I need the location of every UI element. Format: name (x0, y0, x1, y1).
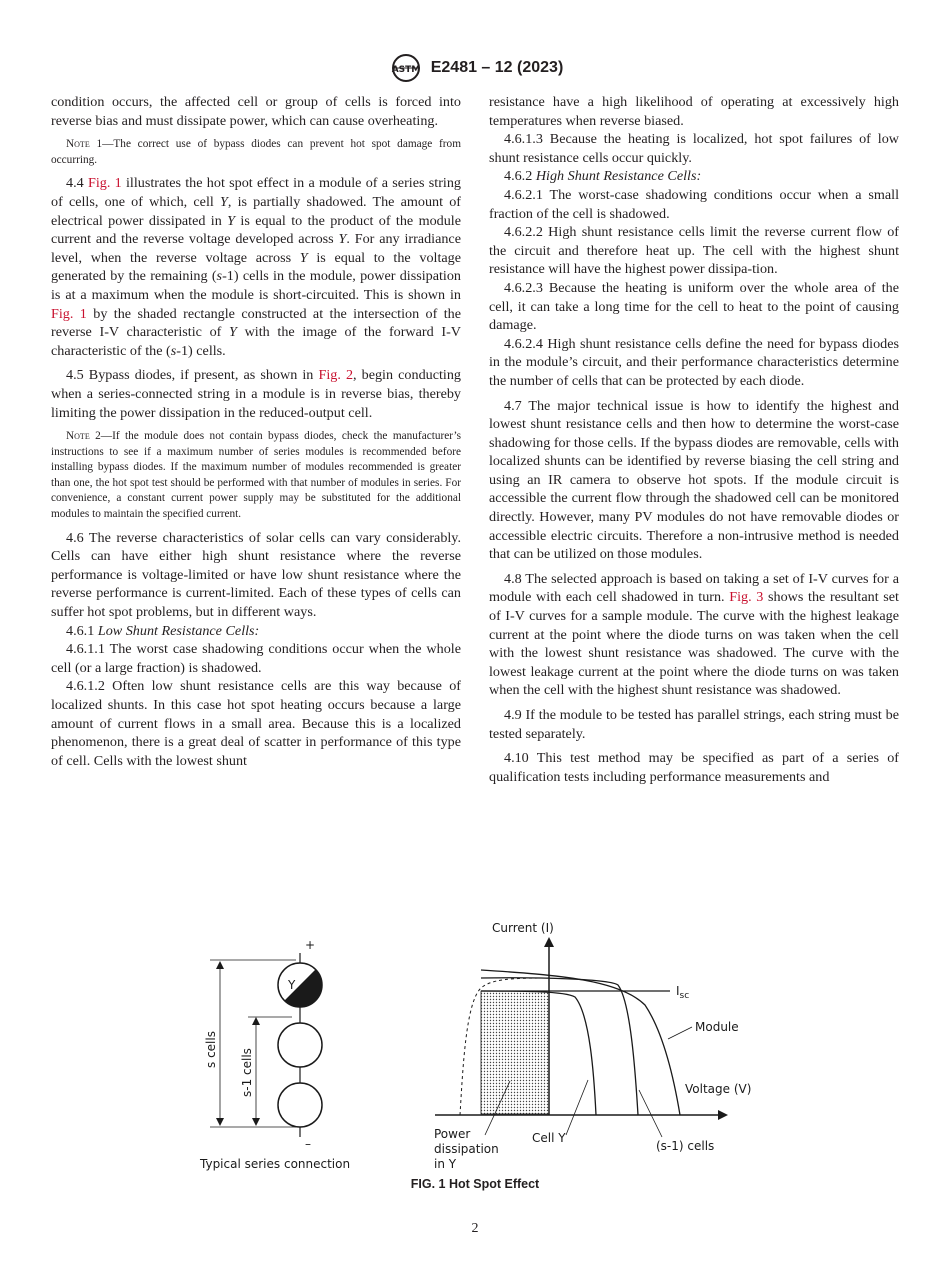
isc-label: $I_{sc}$ (676, 984, 690, 1001)
section-4-6-1-2: 4.6.1.2 Often low shunt resistance cells are this way because of localized shunts. In this case hot spot heating occurs because a large amount of current flows in a small area. Because this is a localized phenomenon, there is a great deal of scatter in performance of this type of cell. Cells with the lowest shunt (51, 678, 461, 769)
section-4-6-2-4: 4.6.2.4 High shunt resistance cells define the need for bypass diodes in the module’s circuit, and their performance characteristics determine the number of cells that can be protected by each diode. (489, 335, 899, 389)
fig-2-link[interactable]: Fig. 2 (318, 367, 354, 384)
section-4-6-1-1: 4.6.1.1 The worst case shadowing conditions occur when the whole cell (or a large fraction) is shadowed. (51, 641, 461, 676)
cell-3 (278, 1083, 322, 1127)
power-dissipation-area (481, 991, 549, 1114)
standard-code: E2481 – 12 (2023) (430, 59, 564, 76)
section-4-6-1 (51, 622, 461, 641)
power-label-2: dissipation (434, 1142, 499, 1156)
note-1-label: Note 1 (66, 138, 103, 151)
fig-3-link[interactable]: Fig. 3 (729, 589, 764, 606)
section-4-9: 4.9 If the module to be tested has parallel strings, each string must be tested separately. (489, 707, 899, 742)
section-4-6-2 (489, 167, 899, 186)
section-4-7: 4.7 The major technical issue is how to identify the highest and lowest shunt resistance cells and then how to determine the worst-case shadowing for those cells. If the bypass diodes are removable, cells with localized shunts can be identified by reverse biasing the cell string and using an IR camera to observe hot spots. If the module circuit is accessible the current flow through the shadowed cell can be monitored directly. However, many PV modules do not have removable diodes or accessible electric circuits. Therefore a non-intrusive method is needed that can be utilized on those modules. (489, 397, 899, 563)
module-label: Module (695, 1020, 739, 1034)
fig-1-link[interactable]: Fig. 1 (87, 175, 122, 192)
hot-spot-diagram (180, 905, 752, 1180)
right-column (489, 93, 899, 786)
figure-caption: FIG. 1 Hot Spot Effect (410, 1177, 540, 1191)
plus-terminal: + (305, 938, 316, 952)
section-title: Low Shunt Resistance Cells: (97, 622, 260, 639)
section-4-10: 4.10 This test method may be specified as part of a series of qualification tests including performance measurements and (489, 750, 899, 785)
paragraph-continuation: resistance have a high likelihood of operating at excessively high temperatures when reverse biased. (489, 94, 899, 129)
astm-logo-text: ASTM (391, 65, 420, 75)
section-number: 4.5 (66, 367, 84, 384)
section-4-4: 4.4 Fig. 1 illustrates the hot spot effect in a module of a series string of cells, one of which, cell Y, is partially shadowed. The amount of electrical power dissipated in Y is equal to the product of the module current and the reverse voltage developed across Y. For any irradiance level, when the reverse voltage across Y is equal to the voltage generated by the remaining (s-1) cells in the module, power dissipation is at a maximum when the module is short-circuited. This is shown in Fig. 1 by the shaded rectangle constructed at the intersection of the reverse I-V characteristic of Y with the image of the forward I-V characteristic of the (s-1) cells. (51, 175, 462, 359)
cell-2 (278, 1023, 322, 1067)
iv-graph (434, 921, 751, 1171)
section-number: 4.6.2 (504, 168, 533, 185)
cell-y-axis-label: Cell Y (532, 1131, 566, 1145)
section-4-6-2-1: 4.6.2.1 The worst-case shadowing conditions occur when a small fraction of the cell is shadowed. (489, 186, 899, 222)
power-label-3: in Y (434, 1157, 457, 1171)
leader-line (566, 1080, 588, 1135)
fig-1-link[interactable]: Fig. 1 (51, 305, 87, 322)
page-number: 2 (471, 1221, 479, 1236)
s1-cells-graph-label: (s-1) cells (656, 1139, 715, 1153)
arrow (544, 937, 554, 947)
left-column (51, 93, 461, 770)
section-4-8: 4.8 The selected approach is based on taking a set of I-V curves for a module with each cell shadowed in turn. Fig. 3 shows the resultant set of I-V curves for a sample module. The curve with the highest leakage current at the point where the diode turns on was taken when the cell with the lowest shunt resistance was shadowed. The curve with the lowest leakage current at the point where the diode turns on was taken when the cell with the highest shunt resistance was shadowed. (489, 570, 899, 699)
circuit-caption: Typical series connection (200, 1157, 351, 1171)
section-number: 4.6.1 (66, 622, 95, 639)
current-axis-label: Current (I) (492, 921, 554, 935)
arrow (718, 1110, 728, 1120)
note-1 (51, 137, 461, 168)
series-circuit (199, 938, 350, 1171)
note-1-text: —The correct use of bypass diodes can prevent hot spot damage from occurring. (51, 138, 461, 166)
minus-terminal: – (305, 1137, 311, 1151)
section-4-6: 4.6 The reverse characteristics of solar cells can vary considerably. Cells can have either high shunt resistance where the reverse performance is voltage-limited or have low shunt resistance where the reverse performance is current-limited. Each of these types of cells can suffer hot spot problems, but in different ways. (51, 529, 461, 621)
note-2-label: Note 2 (66, 430, 101, 443)
section-title: High Shunt Resistance Cells: (535, 168, 702, 185)
section-number: 4.4 (66, 175, 84, 192)
note-2 (51, 429, 461, 523)
astm-logo-icon (387, 53, 425, 83)
section-4-6-2-3: 4.6.2.3 Because the heating is uniform over the whole area of the cell, it can take a long time for the cell to heat to the point of causing damage. (489, 279, 899, 334)
note-2-text: —If the module does not contain bypass diodes, check the manufacturer’s instructions to see if a maximum number of series modules is recommended before installing bypass diodes. If the maximum number of modules recommended is greater than one, the hot spot test should be performed with that number of modules in series. For convenience, a constant current power supply may be substituted for the additional modules to maintain the specified current. (51, 430, 461, 521)
section-4-6-1-3: 4.6.1.3 Because the heating is localized, hot spot failures of low shunt resistance cells occur quickly. (489, 131, 899, 166)
paragraph-continuation: condition occurs, the affected cell or group of cells is forced into reverse bias and must dissipate power, which can cause overheating. (51, 94, 461, 129)
leader-line (639, 1090, 662, 1137)
figure-1 (180, 905, 752, 1185)
cell-y-label: Y (288, 978, 296, 992)
section-4-5: 4.5 Bypass diodes, if present, as shown in Fig. 2, begin conducting when a series-connected string in a module is in reverse bias, thereby limiting the power dissipation in the reduced-output cell. (51, 367, 461, 421)
section-4-6-2-2: 4.6.2.2 High shunt resistance cells limit the reverse current flow of the circuit and therefore heat up. The cell with the highest shunt resistance will have the highest power dissipa-tion. (489, 224, 899, 278)
voltage-axis-label: Voltage (V) (685, 1082, 752, 1096)
s-cells-label: s cells (204, 1031, 218, 1068)
section-number: 4.8 (504, 570, 522, 587)
s1-cells-label: s-1 cells (240, 1048, 254, 1097)
leader-line (668, 1027, 692, 1039)
page-header (0, 52, 950, 84)
power-label-1: Power (434, 1127, 471, 1141)
